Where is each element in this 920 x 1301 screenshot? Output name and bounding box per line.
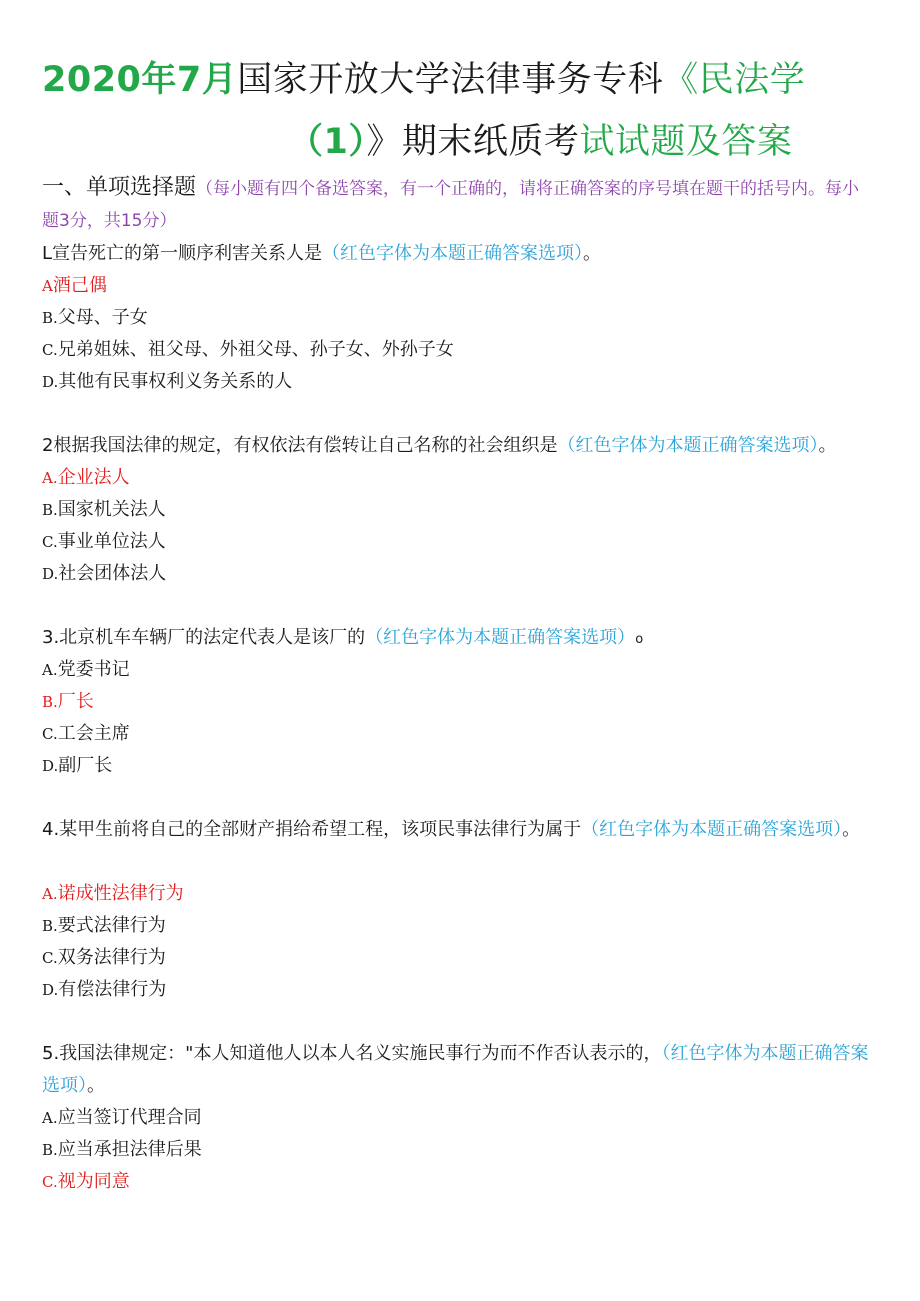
question-text: L宣告死亡的第一顺序利害关系人是 xyxy=(42,243,323,264)
option-letter: C. xyxy=(42,725,58,743)
question-5-option-a xyxy=(42,1102,202,1134)
section-heading: 一、单项选择题 xyxy=(42,175,197,200)
question-end: 。 xyxy=(583,243,602,264)
option-text: 视为同意 xyxy=(57,1171,130,1192)
question-text: 5.我国法律规定："本人知道他人以本人名义实施民事行为而不作否认表示的， xyxy=(42,1043,662,1064)
question-1-option-a xyxy=(42,270,107,302)
question-end: 。 xyxy=(842,819,861,840)
option-letter: A. xyxy=(42,661,58,679)
title-course-num: （1） xyxy=(288,122,367,162)
title-year-month: 2020年7月 xyxy=(42,60,238,100)
question-3-stem xyxy=(42,622,872,656)
question-4-option-c xyxy=(42,942,166,974)
answer-hint: （红色字体为本题正确答案选项） xyxy=(557,435,819,456)
answer-hint: （红色字体为本题正确答案选项） xyxy=(322,243,584,264)
question-text: 2根据我国法律的规定，有权依法有偿转让自己名称的社会组织是 xyxy=(42,435,558,456)
option-letter: C. xyxy=(42,949,58,967)
question-end: 。 xyxy=(87,1075,105,1096)
question-4-stem xyxy=(42,814,872,846)
title-answers: 试试题及答案 xyxy=(579,122,793,162)
option-letter: C. xyxy=(42,341,58,359)
title-exam: 期末纸质考 xyxy=(401,122,580,162)
option-text: 兄弟姐妹、祖父母、外祖父母、孙子女、外孙子女 xyxy=(57,339,454,360)
question-end: 。 xyxy=(818,435,837,456)
question-3-option-d xyxy=(42,750,112,782)
option-text: 要式法律行为 xyxy=(57,915,166,936)
answer-hint: （红色字体为本题正确答案选项） xyxy=(42,1043,869,1096)
question-3-option-b xyxy=(42,686,94,718)
option-letter: B. xyxy=(42,693,58,711)
document-title-line-1 xyxy=(42,52,805,102)
question-3-option-a xyxy=(42,654,130,686)
answer-hint: （红色字体为本题正确答案选项） xyxy=(581,819,843,840)
question-2-stem xyxy=(42,430,872,462)
option-text: 酒己偶 xyxy=(52,275,107,296)
option-letter: D. xyxy=(42,757,59,775)
option-letter: D. xyxy=(42,981,59,999)
question-end: o xyxy=(635,632,644,647)
option-text: 应当承担法律后果 xyxy=(57,1139,202,1160)
option-text: 双务法律行为 xyxy=(57,947,166,968)
option-text: 副厂长 xyxy=(58,755,113,776)
section-note: （每小题有四个备选答案，有一个正确的，请将正确答案的序号填在题干的括号内。每小题3分，共15分） xyxy=(42,179,860,231)
option-letter: B. xyxy=(42,1141,58,1159)
question-1-stem xyxy=(42,238,872,270)
option-letter: B. xyxy=(42,501,58,519)
question-5-option-b xyxy=(42,1134,202,1166)
answer-hint: （红色字体为本题正确答案选项） xyxy=(365,627,636,648)
option-text: 父母、子女 xyxy=(57,307,148,328)
question-5-stem xyxy=(42,1038,872,1102)
question-2-option-a xyxy=(42,462,130,494)
question-4-option-b xyxy=(42,910,166,942)
title-course-open: 《民法学 xyxy=(663,60,806,100)
option-text: 应当签订代理合同 xyxy=(57,1107,202,1128)
question-1-option-c xyxy=(42,334,454,366)
option-text: 厂长 xyxy=(57,691,94,712)
option-text: 工会主席 xyxy=(57,723,130,744)
option-letter: A. xyxy=(42,1109,58,1127)
option-letter: C. xyxy=(42,1173,58,1191)
option-text: 企业法人 xyxy=(57,467,130,488)
option-letter: A xyxy=(42,277,53,295)
question-2-option-c xyxy=(42,526,166,558)
question-4-option-a xyxy=(42,878,184,910)
title-close: 》 xyxy=(366,122,402,162)
question-text: 4.某甲生前将自己的全部财产捐给希望工程，该项民事法律行为属于 xyxy=(42,819,582,840)
option-text: 社会团体法人 xyxy=(58,563,167,584)
question-4-option-d xyxy=(42,974,166,1006)
option-letter: D. xyxy=(42,373,59,391)
option-text: 诺成性法律行为 xyxy=(57,883,184,904)
option-letter: A. xyxy=(42,885,58,903)
question-1-option-b xyxy=(42,302,148,334)
section-header xyxy=(42,172,872,237)
option-text: 国家机关法人 xyxy=(57,499,166,520)
option-letter: D. xyxy=(42,565,59,583)
title-main: 国家开放大学法律事务专科 xyxy=(237,60,664,100)
option-letter: C. xyxy=(42,533,58,551)
option-letter: B. xyxy=(42,917,58,935)
option-letter: B. xyxy=(42,309,58,327)
question-2-option-d xyxy=(42,558,166,590)
question-1-option-d xyxy=(42,366,292,398)
question-2-option-b xyxy=(42,494,166,526)
question-5-option-c xyxy=(42,1166,130,1198)
option-letter: A. xyxy=(42,469,58,487)
option-text: 党委书记 xyxy=(57,659,130,680)
option-text: 其他有民事权利义务关系的人 xyxy=(58,371,293,392)
question-3-option-c xyxy=(42,718,130,750)
question-text: 3.北京机车车辆厂的法定代表人是该厂的 xyxy=(42,627,366,648)
option-text: 有偿法律行为 xyxy=(58,979,167,1000)
option-text: 事业单位法人 xyxy=(57,531,166,552)
document-title-line-2 xyxy=(288,114,792,164)
